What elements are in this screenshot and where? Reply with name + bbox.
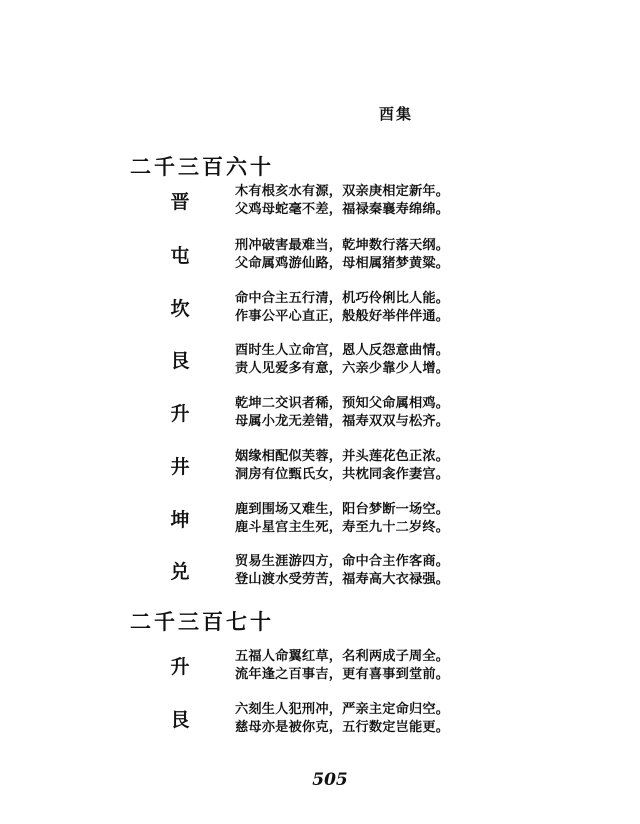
- trigram-label: 艮: [170, 709, 190, 731]
- verse-line: 慈母亦是被你克，五行数定岂能更。: [235, 720, 450, 735]
- verse-entry: [0, 696, 640, 742]
- verse-line: 酉时生人立命宫，恩人反怨意曲情。: [235, 343, 450, 358]
- verse-entry: [0, 337, 640, 383]
- verse-entry: [0, 443, 640, 489]
- trigram-label: 升: [170, 403, 190, 425]
- verse-entry: [0, 496, 640, 542]
- verse-line: 乾坤二交识者稀，预知父命属相鸡。: [235, 396, 450, 411]
- verse-line: 作事公平心直正，般般好举伴伴通。: [235, 309, 450, 324]
- verse-line: 刑冲破害最难当，乾坤数行落天纲。: [235, 238, 450, 253]
- trigram-label: 兑: [170, 561, 190, 583]
- verse-entry: [0, 232, 640, 278]
- trigram-label: 坎: [170, 298, 190, 320]
- verse-line: 父命属鸡游仙路，母相属猪梦黄粱。: [235, 256, 450, 271]
- verse-line: 登山渡水受劳苦，福寿高大衣禄强。: [235, 572, 450, 587]
- verse-line: 流年逢之百事吉，更有喜事到堂前。: [235, 667, 450, 682]
- verse-line: 母属小龙无差错，福寿双双与松齐。: [235, 414, 450, 429]
- verse-line: 鹿到围场又难生，阳台梦断一场空。: [235, 502, 450, 517]
- trigram-label: 升: [170, 656, 190, 678]
- verse-line: 责人见爱多有意，六亲少靠少人增。: [235, 361, 450, 376]
- verse-entry: [0, 643, 640, 689]
- trigram-label: 井: [170, 456, 190, 478]
- trigram-label: 屯: [170, 245, 190, 267]
- verse-line: 鹿斗星宫主生死，寿至九十二岁终。: [235, 520, 450, 535]
- section-title: 二千三百七十: [130, 609, 274, 634]
- running-header: 酉集: [379, 105, 414, 123]
- verse-line: 姻缘相配似芙蓉，并头莲花色正浓。: [235, 449, 450, 464]
- verse-line: 木有根亥水有源，双亲庚相定新年。: [235, 184, 450, 199]
- verse-line: 六刻生人犯刑冲，严亲主定命归空。: [235, 702, 450, 717]
- verse-line: 命中合主五行清，机巧伶俐比人能。: [235, 291, 450, 306]
- verse-entry: [0, 285, 640, 331]
- trigram-label: 坤: [170, 509, 190, 531]
- trigram-label: 艮: [170, 350, 190, 372]
- verse-line: 洞房有位甄氏女，共枕同衾作妻宫。: [235, 467, 450, 482]
- verse-line: 父鸡母蛇毫不差，福禄秦襄寿绵绵。: [235, 202, 450, 217]
- verse-line: 五福人命翼红草，名利两成子周全。: [235, 649, 450, 664]
- section-title: 二千三百六十: [130, 154, 274, 179]
- verse-line: 贸易生涯游四方，命中合主作客商。: [235, 554, 450, 569]
- verse-entry: [0, 548, 640, 594]
- verse-entry: [0, 390, 640, 436]
- trigram-label: 晋: [170, 191, 190, 213]
- page-number: 505: [312, 770, 348, 790]
- verse-entry: [0, 178, 640, 224]
